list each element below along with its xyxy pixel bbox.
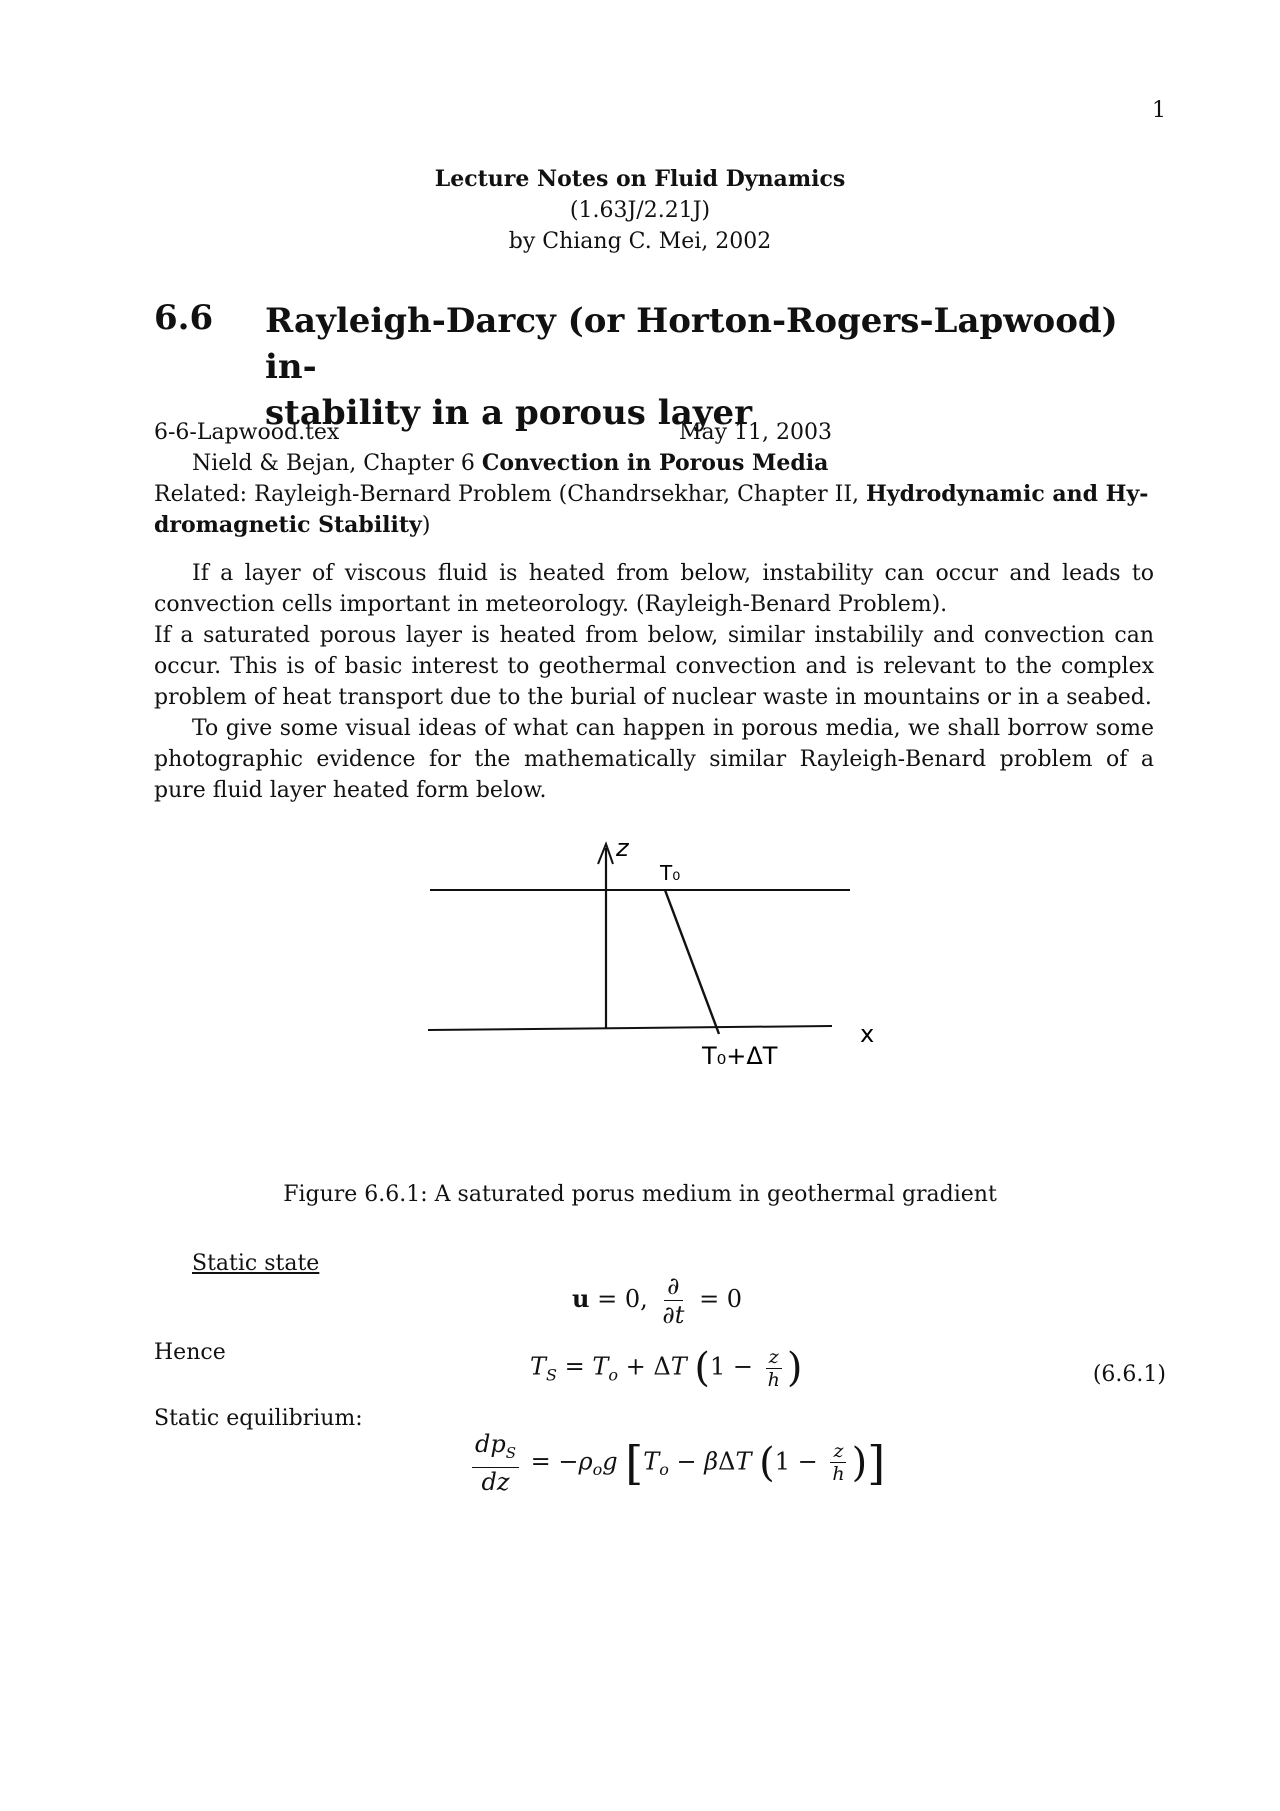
equation-static-state: u = 0, $\frac{\partial}{\partial t}$ = 0 (572, 1272, 743, 1329)
paragraph-2: If a saturated porous layer is heated from below, similar instabilily and convection can occur. This is of basic interest to geothermal convection and is relevant to the complex problem of heat transport due to the burial of nuclear waste in mountains or in a seabed. (154, 623, 1154, 710)
equation-6-6-1: $T_S = T_o + \Delta T$ (1 − $\frac{z}{h}$ ) (530, 1345, 803, 1391)
section-title-line-2: stability in a porous layer (265, 393, 753, 433)
z-axis-label: z (616, 834, 629, 862)
time-derivative: $\frac{\partial}{\partial t}$ (662, 1272, 685, 1329)
lecture-header (0, 164, 1280, 257)
equation-static-equilibrium: $\frac{dp_S}{dz}$ = $-\rho_og$ [$T_o - \beta\Delta T$ (1 − $\frac{z}{h}$ )] (468, 1430, 885, 1496)
related-close: ) (421, 513, 431, 538)
figure-caption: Figure 6.6.1: A saturated porus medium in geothermal gradient (283, 1182, 997, 1207)
course-number: (1.63J/2.21J) (569, 198, 711, 223)
reference-book: Convection in Porous Media (481, 450, 829, 476)
equation-number: (6.6.1) (1092, 1362, 1166, 1387)
geothermal-figure (420, 830, 880, 1080)
lecture-title: Lecture Notes on Fluid Dynamics (434, 166, 846, 192)
related-line (154, 479, 1154, 541)
file-date: May 11, 2003 (679, 420, 833, 445)
page-number: 1 (1152, 98, 1166, 123)
related-text: Related: Rayleigh-Bernard Problem (Chandrsekhar, Chapter II, (154, 482, 867, 507)
file-name: 6-6-Lapwood.tex (154, 420, 340, 445)
bottom-temperature-label: T₀+ΔT (702, 1042, 778, 1070)
paragraph-1: If a layer of viscous fluid is heated from below, instability can occur and leads to convection cells important in meteorology. (Rayleigh-Benard Problem). (154, 561, 1154, 617)
x-axis-label: x (860, 1020, 875, 1048)
section-title-line-1: Rayleigh-Darcy (or Horton-Rogers-Lapwood) in- (265, 301, 1118, 387)
section-title (265, 298, 1165, 436)
temperature-profile-line (665, 890, 719, 1034)
top-temperature-label: T₀ (660, 861, 681, 885)
bottom-boundary-line (428, 1026, 832, 1030)
static-equilibrium-label: Static equilibrium: (154, 1406, 363, 1431)
related-book-2: dromagnetic Stability (154, 512, 422, 538)
static-state-heading: Static state (192, 1251, 320, 1276)
hence-label: Hence (154, 1340, 226, 1365)
reference-text: Nield & Bejan, Chapter 6 (192, 451, 482, 476)
paragraph-3: To give some visual ideas of what can happen in porous media, we shall borrow some photographic evidence for the mathematically similar Rayleigh-Benard problem of a pure fluid layer heated form below. (154, 716, 1154, 803)
reference-line (192, 448, 1192, 479)
file-line (154, 417, 1154, 448)
section-number: 6.6 (154, 298, 214, 338)
author-line: by Chiang C. Mei, 2002 (508, 229, 772, 254)
related-book-1: Hydrodynamic and Hy- (866, 481, 1149, 507)
